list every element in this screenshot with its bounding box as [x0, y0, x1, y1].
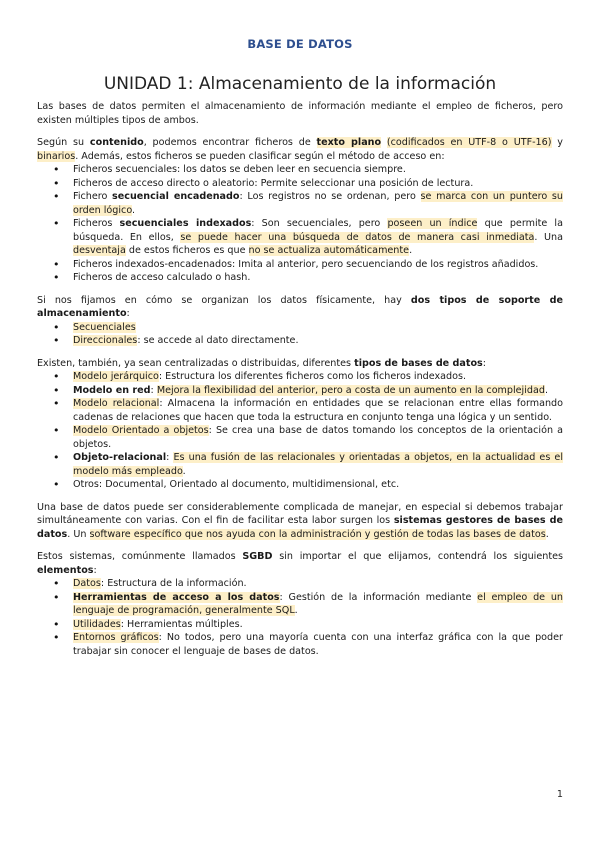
elementos-paragraph: Estos sistemas, comúnmente llamados SGBD sin importar el que elijamos, contendrá los siguientes elementos:	[37, 551, 563, 576]
list-item: • Modelo Orientado a objetos: Se crea una base de datos tomando los conceptos de la orientación a objetos.	[73, 424, 563, 451]
list-item: • Objeto-relacional: Es una fusión de las relacionales y orientadas a objetos, en la actualidad es el modelo más empleado.	[73, 451, 563, 478]
unit-title: UNIDAD 1: Almacenamiento de la información	[103, 74, 497, 94]
list-item: • Fichero secuencial encadenado: Los registros no se ordenan, pero se marca con un puntero su orden lógico.	[73, 190, 563, 217]
database-types-list	[37, 370, 563, 492]
sgbd-elements-list	[37, 577, 563, 658]
list-item: • Direccionales: se accede al dato directamente.	[73, 334, 563, 348]
intro-paragraph: Las bases de datos permiten el almacenamiento de información mediante el empleo de ficheros, pero existen múltiples tipos de ambos.	[37, 101, 563, 126]
list-item: • Ficheros secuenciales: los datos se deben leer en secuencia siempre.	[73, 163, 563, 177]
list-item: • Ficheros de acceso calculado o hash.	[73, 271, 563, 285]
tipos-paragraph: Existen, también, ya sean centralizadas o distribuidas, diferentes tipos de bases de datos:	[37, 357, 486, 369]
storage-support-list	[37, 321, 563, 348]
list-item: • Ficheros secuenciales indexados: Son secuenciales, pero poseen un índice que permite la búsqueda. En ellos, se puede hacer una búsqueda de datos de manera casi inmediata. Una desventaja de estos ficheros es que no se actualiza automáticamente.	[73, 217, 563, 258]
document-body	[37, 100, 563, 667]
soporte-paragraph: Si nos fijamos en cómo se organizan los datos físicamente, hay dos tipos de soporte de almacenamiento:	[37, 294, 563, 319]
list-item: • Entornos gráficos: No todos, pero una mayoría cuenta con una interfaz gráfica con la que poder trabajar sin conocer el lenguaje de bases de datos.	[73, 631, 563, 658]
list-item: • Ficheros indexados-encadenados: Imita al anterior, pero secuenciando de los registros añadidos.	[73, 258, 563, 272]
list-item: • Modelo jerárquico: Estructura los diferentes ficheros como los ficheros indexados.	[73, 370, 563, 384]
access-method-list	[37, 163, 563, 285]
document-header: BASE DE DATOS	[247, 37, 353, 51]
list-item: • Ficheros de acceso directo o aleatorio: Permite seleccionar una posición de lectura.	[73, 177, 563, 191]
page-number: 1	[556, 789, 563, 800]
list-item: • Utilidades: Herramientas múltiples.	[73, 618, 563, 632]
list-item: • Modelo relacional: Almacena la información en entidades que se relacionan entre ellas formando cadenas de relaciones que hacen que toda la estructura en conjunto tenga una lógica y un sentido.	[73, 397, 563, 424]
list-item: • Herramientas de acceso a los datos: Gestión de la información mediante el empleo de un lenguaje de programación, generalmente SQL.	[73, 591, 563, 618]
contenido-paragraph: Según su contenido, podemos encontrar ficheros de texto plano (codificados en UTF-8 o UTF-16) y binarios. Además, estos ficheros se pueden clasificar según el método de acceso en:	[37, 137, 563, 162]
list-item: • Otros: Documental, Orientado al documento, multidimensional, etc.	[73, 478, 563, 492]
sgbd-paragraph: Una base de datos puede ser considerablemente complicada de manejar, en especial si debemos trabajar simultáneamente con varias. Con el fin de facilitar esta labor surgen los sistemas gestores de bases de datos. Un software específico que nos ayuda con la administración y gestión de todas las bases de datos.	[37, 501, 563, 540]
list-item: • Modelo en red: Mejora la flexibilidad del anterior, pero a costa de un aumento en la complejidad.	[73, 384, 563, 398]
list-item: • Datos: Estructura de la información.	[73, 577, 563, 591]
list-item: • Secuenciales	[73, 321, 563, 335]
